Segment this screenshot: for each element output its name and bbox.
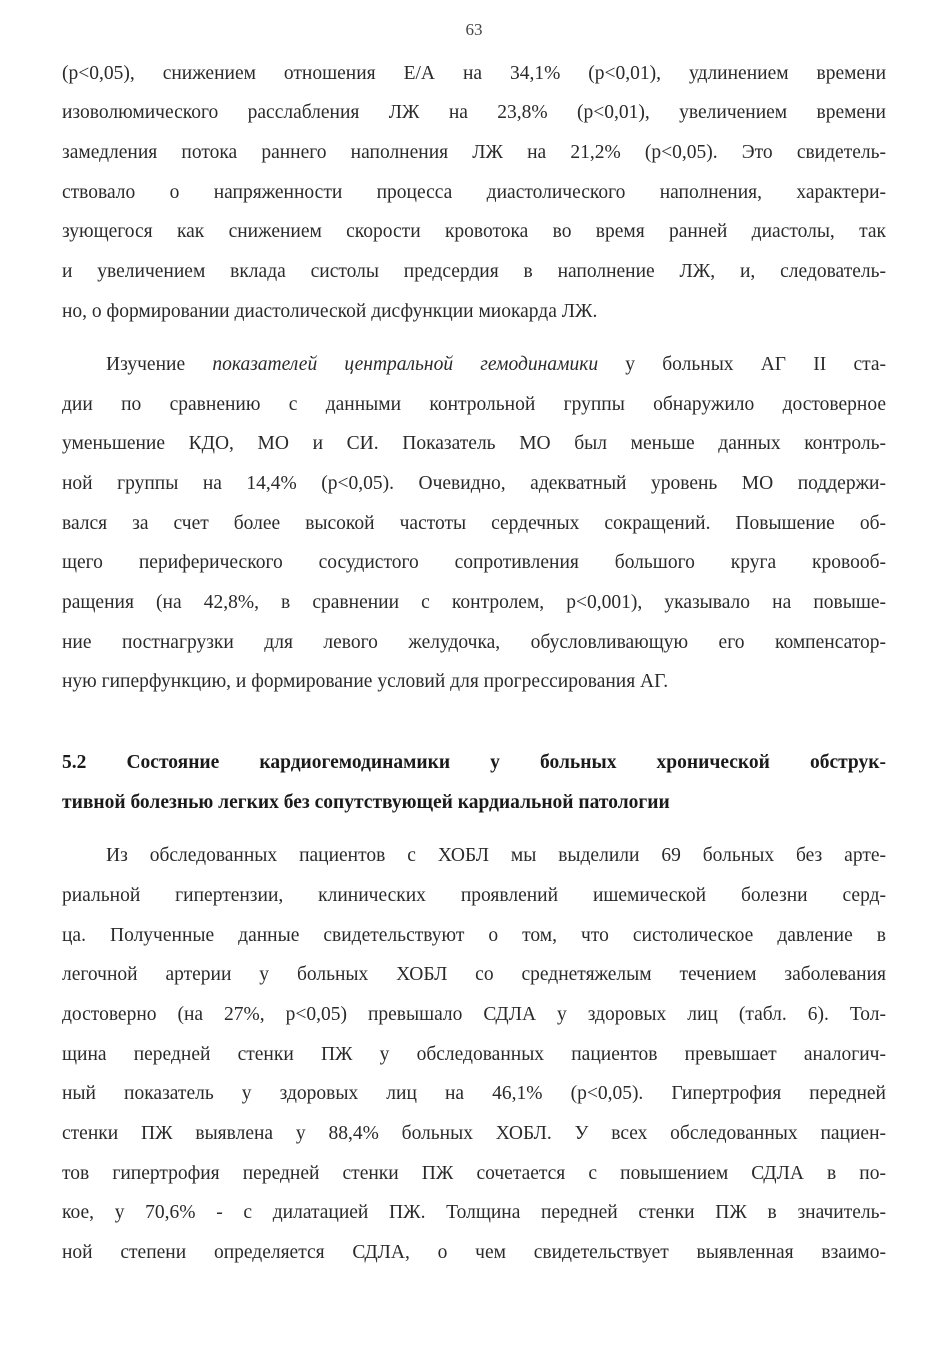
text-line: уменьшение КДО, МО и СИ. Показатель МО был меньше данных контроль- [62, 433, 886, 454]
text-line: (р<0,05), снижением отношения Е/А на 34,1% (р<0,01), удлинением времени [62, 63, 886, 84]
text-run: у больных АГ II ста- [598, 354, 886, 375]
page-number: 63 [465, 20, 483, 39]
text-line: вался за счет более высокой частоты сердечных сокращений. Повышение об- [62, 513, 886, 534]
heading-line: 5.2 Состояние кардиогемодинамики у больных хронической обструк- [62, 752, 886, 773]
text-line: ной степени определяется СДЛА, о чем свидетельствует выявленная взаимо- [62, 1242, 886, 1263]
text-line: и увеличением вклада систолы предсердия в наполнение ЛЖ, и, следователь- [62, 261, 886, 282]
text-line-first: Из обследованных пациентов с ХОБЛ мы выделили 69 больных без арте- [106, 845, 886, 866]
text-line: ную гиперфункцию, и формирование условий для прогрессирования АГ. [62, 671, 669, 692]
text-line: ный показатель у здоровых лиц на 46,1% (р<0,05). Гипертрофия передней [62, 1083, 886, 1104]
text-line: изоволюмического расслабления ЛЖ на 23,8% (р<0,01), увеличением времени [62, 102, 886, 123]
italic-term: показателей центральной гемодинамики [212, 354, 599, 375]
text-line: ращения (на 42,8%, в сравнении с контролем, р<0,001), указывало на повыше- [62, 592, 886, 613]
text-line: стенки ПЖ выявлена у 88,4% больных ХОБЛ. У всех обследованных пациен- [62, 1123, 886, 1144]
text-line: замедления потока раннего наполнения ЛЖ на 21,2% (р<0,05). Это свидетель- [62, 142, 886, 163]
text-line: но, о формировании диастолической дисфункции миокарда ЛЖ. [62, 301, 598, 322]
text-line: тов гипертрофия передней стенки ПЖ сочетается с повышением СДЛА в по- [62, 1163, 886, 1184]
text-line: зующегося как снижением скорости кровотока во время ранней диастолы, так [62, 221, 886, 242]
text-line: щина передней стенки ПЖ у обследованных пациентов превышает аналогич- [62, 1044, 886, 1065]
text-line-first [106, 353, 886, 377]
text-line: ствовало о напряженности процесса диастолического наполнения, характери- [62, 182, 886, 203]
text-line: ние постнагрузки для левого желудочка, обусловливающую его компенсатор- [62, 632, 886, 653]
text-line: риальной гипертензии, клинических проявлений ишемической болезни серд- [62, 885, 886, 906]
text-run: Изучение [106, 354, 213, 375]
heading-line: тивной болезнью легких без сопутствующей кардиальной патологии [62, 792, 670, 813]
text-line: достоверно (на 27%, р<0,05) превышало СДЛА у здоровых лиц (табл. 6). Тол- [62, 1004, 886, 1025]
text-line: кое, у 70,6% - с дилатацией ПЖ. Толщина передней стенки ПЖ в значитель- [62, 1202, 886, 1223]
text-line: ца. Полученные данные свидетельствуют о том, что систолическое давление в [62, 925, 886, 946]
text-line: щего периферического сосудистого сопротивления большого круга кровооб- [62, 552, 886, 573]
text-line: дии по сравнению с данными контрольной группы обнаружило достоверное [62, 394, 886, 415]
text-line: легочной артерии у больных ХОБЛ со среднетяжелым течением заболевания [62, 964, 886, 985]
text-line: ной группы на 14,4% (р<0,05). Очевидно, адекватный уровень МО поддержи- [62, 473, 886, 494]
